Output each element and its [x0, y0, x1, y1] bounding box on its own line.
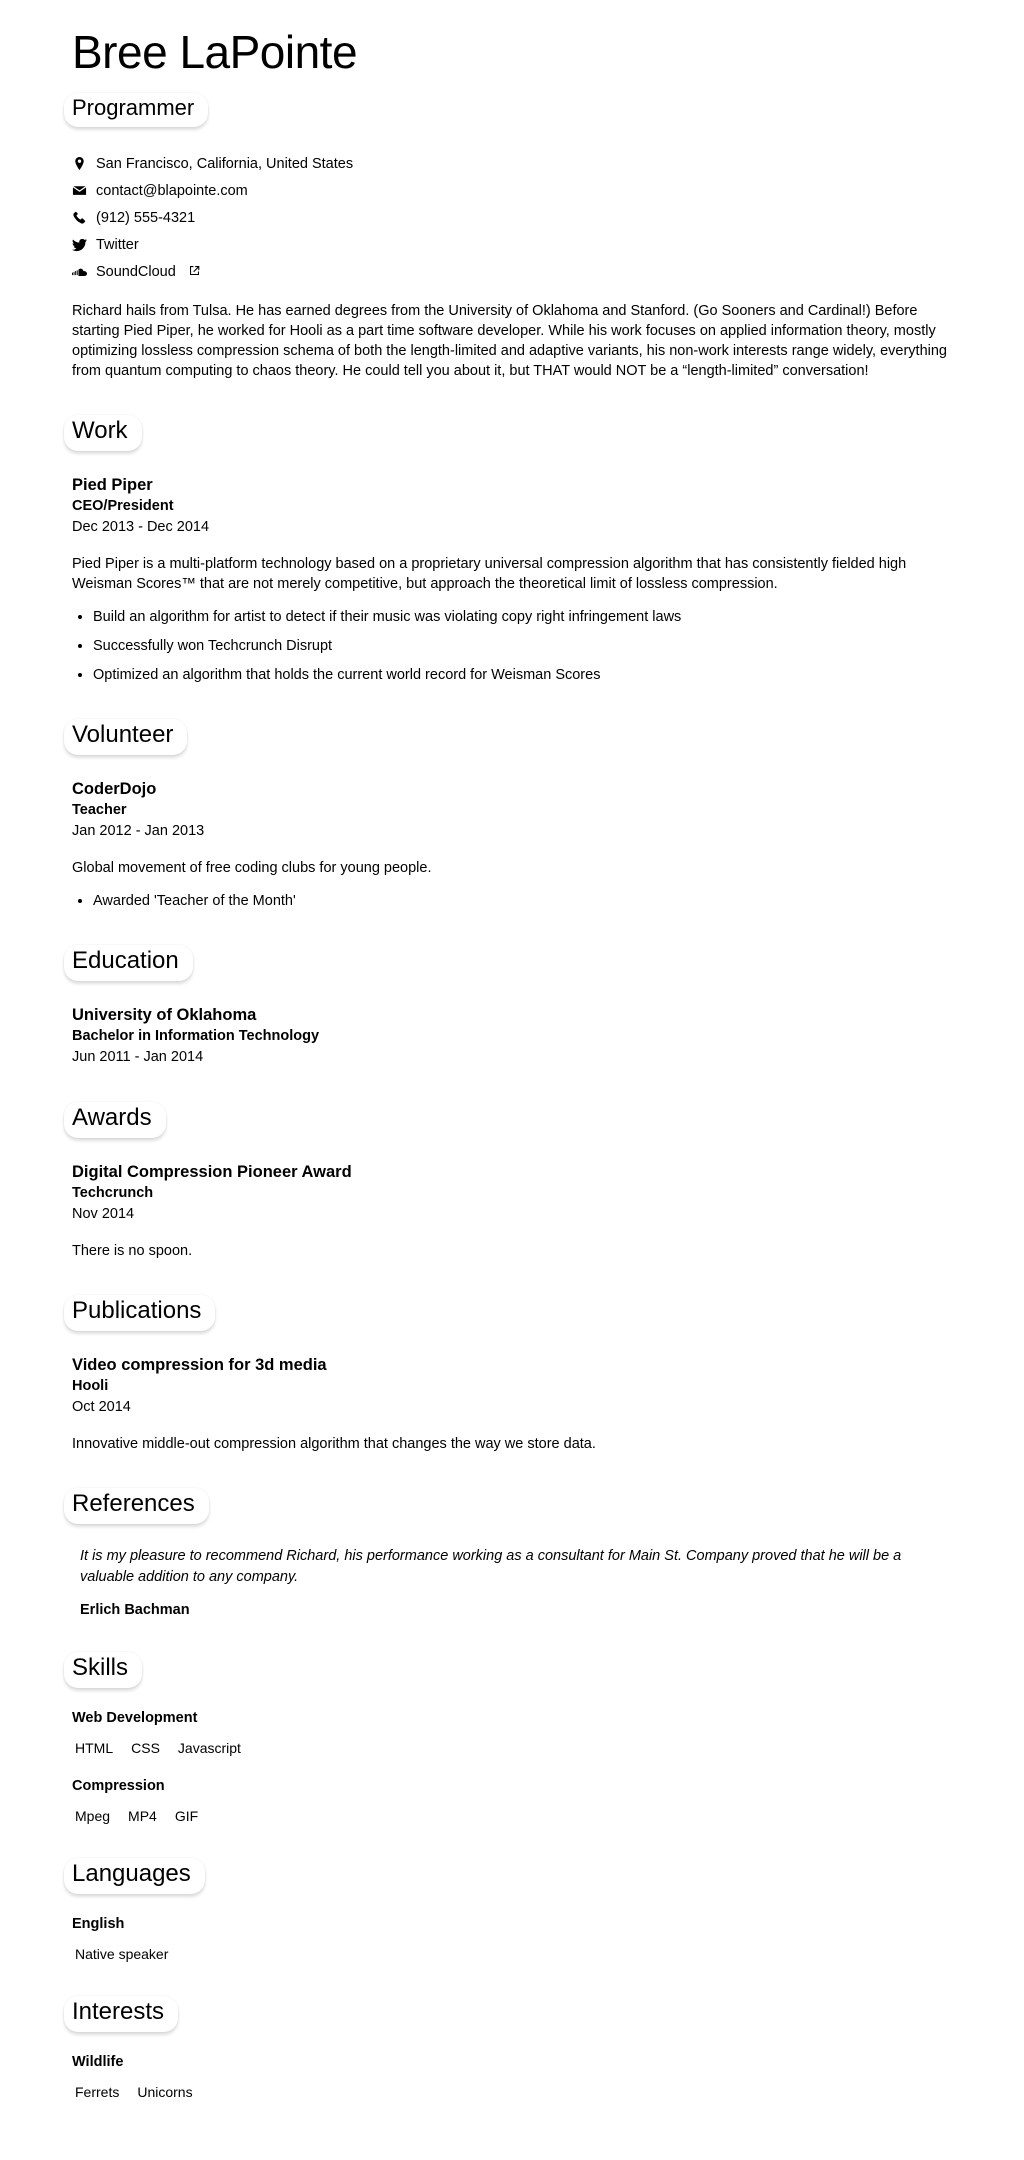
section-title-references: References — [64, 1488, 209, 1524]
person-name: Bree LaPointe — [72, 26, 358, 78]
twitter-link[interactable]: Twitter — [96, 236, 139, 253]
volunteer-highlight: • Awarded 'Teacher of the Month' — [93, 892, 952, 911]
education-degree: Bachelor in Information Technology — [72, 1027, 320, 1044]
section-title-education: Education — [64, 945, 193, 981]
work-entry — [72, 475, 952, 685]
award-date: Nov 2014 — [72, 1205, 135, 1222]
work-dates: Dec 2013 - Dec 2014 — [72, 518, 210, 535]
interest-keywords — [75, 2084, 952, 2100]
soundcloud-icon — [72, 264, 87, 279]
skill-keyword: GIF — [174, 1807, 199, 1824]
language-name: English — [72, 1915, 125, 1932]
section-title-volunteer: Volunteer — [64, 719, 187, 755]
section-title-languages: Languages — [64, 1858, 205, 1894]
interest-keyword: Unicorns — [137, 2083, 193, 2100]
location-text: San Francisco, California, United States — [96, 155, 354, 172]
education-entry — [72, 1005, 952, 1068]
section-title-awards: Awards — [64, 1102, 166, 1138]
work-highlight: • Build an algorithm for artist to detect if their music was violating copy right infringement laws — [93, 608, 952, 627]
education-institution: University of Oklahoma — [72, 1005, 257, 1024]
publication-date: Oct 2014 — [72, 1398, 131, 1415]
section-title-publications: Publications — [64, 1295, 215, 1331]
volunteer-entry — [72, 779, 952, 911]
section-awards — [72, 1102, 952, 1261]
phone-text: (912) 555-4321 — [96, 209, 196, 226]
section-title-work: Work — [64, 415, 142, 451]
work-highlight: • Optimized an algorithm that holds the current world record for Weisman Scores — [93, 666, 952, 685]
twitter-bird-icon — [72, 237, 87, 252]
award-awarder: Techcrunch — [72, 1184, 154, 1201]
section-title-interests: Interests — [64, 1996, 178, 2032]
email-link[interactable]: contact@blapointe.com — [96, 182, 248, 199]
section-work — [72, 415, 952, 685]
work-highlights — [72, 608, 952, 685]
publication-summary: Innovative middle-out compression algorithm that changes the way we store data. — [72, 1435, 596, 1452]
work-summary: Pied Piper is a multi-platform technology based on a proprietary universal compression algorithm that has consistently fielded high Weisman Scores™ that are not merely competitive, but approach the theoretical limit of lossless compression. — [72, 555, 907, 592]
award-entry — [72, 1162, 952, 1261]
contact-twitter — [72, 236, 952, 254]
skill-keywords — [75, 1740, 952, 1756]
skill-keyword: MP4 — [128, 1807, 157, 1824]
volunteer-summary: Global movement of free coding clubs for young people. — [72, 859, 432, 876]
language-group — [72, 1916, 952, 1962]
award-summary: There is no spoon. — [72, 1242, 193, 1259]
envelope-icon — [72, 183, 87, 198]
publication-entry — [72, 1355, 952, 1454]
skill-group — [72, 1778, 952, 1824]
skill-group-name: Web Development — [72, 1709, 198, 1726]
work-highlight: • Successfully won Techcrunch Disrupt — [93, 637, 952, 656]
phone-icon — [72, 210, 87, 225]
section-interests — [72, 1996, 952, 2100]
contact-location — [72, 155, 952, 173]
publication-publisher: Hooli — [72, 1377, 109, 1394]
contact-soundcloud — [72, 263, 952, 281]
job-title-label: Programmer — [72, 94, 195, 120]
section-skills — [72, 1652, 952, 1824]
reference-name: Erlich Bachman — [80, 1601, 190, 1618]
publication-title: Video compression for 3d media — [72, 1355, 327, 1374]
contact-phone — [72, 209, 952, 227]
section-languages — [72, 1858, 952, 1962]
volunteer-highlights — [72, 892, 952, 911]
award-title: Digital Compression Pioneer Award — [72, 1162, 352, 1181]
location-pin-icon — [72, 156, 87, 171]
skill-keywords — [75, 1808, 952, 1824]
skill-group-name: Compression — [72, 1777, 165, 1794]
education-dates: Jun 2011 - Jan 2014 — [72, 1048, 204, 1065]
skill-keyword: Mpeg — [75, 1807, 111, 1824]
language-fluency-text: Native speaker — [75, 1945, 169, 1962]
resume-header — [72, 26, 952, 381]
language-fluency — [75, 1946, 952, 1962]
section-volunteer — [72, 719, 952, 911]
contact-email — [72, 182, 952, 200]
section-education — [72, 945, 952, 1068]
skill-group — [72, 1710, 952, 1756]
reference-quote: It is my pleasure to recommend Richard, his performance working as a consultant for Main St. Company proved that he will be a valuable addition to any company. — [80, 1547, 902, 1585]
contact-list — [72, 155, 952, 281]
work-position: CEO/President — [72, 497, 174, 514]
skill-keyword: CSS — [131, 1739, 160, 1756]
volunteer-organization: CoderDojo — [72, 779, 157, 798]
interest-keyword: Ferrets — [75, 2083, 120, 2100]
section-title-skills: Skills — [64, 1652, 142, 1688]
volunteer-dates: Jan 2012 - Jan 2013 — [72, 822, 205, 839]
soundcloud-link[interactable]: SoundCloud — [96, 263, 176, 280]
job-title-badge — [64, 93, 208, 127]
skill-keyword: HTML — [75, 1739, 114, 1756]
volunteer-position: Teacher — [72, 801, 127, 818]
interest-group — [72, 2054, 952, 2100]
section-references — [72, 1488, 952, 1618]
profile-summary: Richard hails from Tulsa. He has earned degrees from the University of Oklahoma and Stanford. (Go Sooners and Cardinal!) Before starting Pied Piper, he worked for Hooli as a part time software developer. While his work focuses on applied information theory, mostly optimizing lossless compression schema of both the length-limited and adaptive variants, his non-work interests range widely, everything from quantum computing to chaos theory. He could tell you about it, but THAT would NOT be a “length-limited” conversation! — [72, 302, 947, 379]
interest-name: Wildlife — [72, 2053, 124, 2070]
section-publications — [72, 1295, 952, 1454]
skill-keyword: Javascript — [177, 1739, 241, 1756]
external-link-icon[interactable] — [185, 264, 200, 279]
work-company: Pied Piper — [72, 475, 153, 494]
